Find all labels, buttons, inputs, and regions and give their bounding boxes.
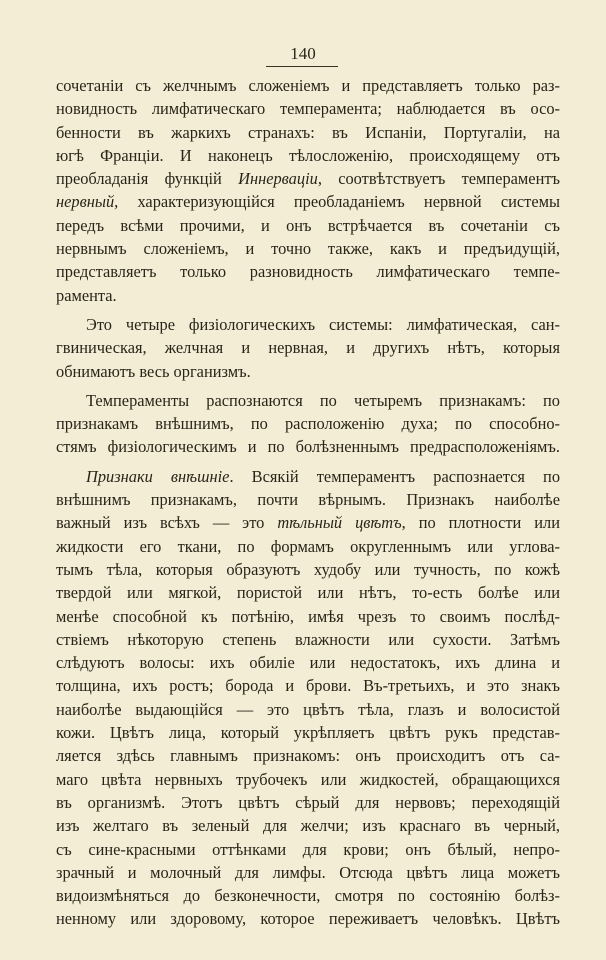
text-line: въ организмѣ. Этотъ цвѣтъ сѣрый для нервовъ; переходящій [56, 792, 560, 812]
paragraph [56, 389, 560, 459]
text-line: нервнымъ сложеніемъ, и точно также, какъ и предъидущій, [56, 239, 560, 259]
text-line: жидкости его ткани, по формамъ округленнымъ или углова- [56, 536, 560, 556]
text-run: . Всякій темпераментъ распознается по [229, 466, 560, 486]
text-line: ствіемъ нѣкоторую степень влажности или сухости. Затѣмъ [56, 629, 560, 649]
text-line: бенности въ жаркихъ странахъ: въ Испаніи, Португаліи, на [56, 122, 560, 142]
text-line [56, 511, 560, 534]
page-number: 140 [290, 44, 316, 63]
text-line: рамента. [56, 285, 117, 305]
body-text [56, 74, 560, 931]
page-number-rule [266, 66, 338, 67]
text-line: толщина, ихъ ростъ; борода и брови. Въ-третьихъ, и это знакъ [56, 676, 560, 696]
text-line: твердой или мягкой, пористой или нѣтъ, то-есть болѣе или [56, 583, 560, 603]
paragraph [56, 74, 560, 307]
text-run: , по плотности или [401, 513, 560, 533]
text-line: Темпераменты распознаются по четыремъ признакамъ: по [86, 390, 560, 410]
text-line: стямъ физіологическимъ и по болѣзненнымъ предрасположеніямъ. [56, 437, 560, 457]
italic-heading: Признаки внѣшніе [86, 466, 230, 486]
text-line: ненному или здоровому, которое переживаетъ человѣкъ. Цвѣтъ [56, 909, 560, 929]
text-run: преобладанія функцій [56, 169, 239, 189]
text-line: съ сине-красными оттѣнками для крови; онъ бѣлый, непро- [56, 839, 560, 859]
italic-term: нервный [56, 192, 115, 212]
text-line: тымъ тѣла, которыя образуютъ худобу или тучность, по кожѣ [56, 559, 560, 579]
text-line [56, 465, 560, 488]
text-line: менѣе способной къ потѣнію, имѣя чрезъ то своимъ послѣд- [56, 606, 560, 626]
text-line: кожи. Цвѣтъ лица, который укрѣпляетъ цвѣтъ рукъ представ- [56, 723, 560, 743]
text-line: наиболѣе выдающійся — это цвѣтъ тѣла, глазъ и волосистой [56, 699, 560, 719]
text-run: , характеризующійся преобладаніемъ нервной системы [114, 192, 560, 212]
paragraph [56, 465, 560, 931]
text-line: ляется здѣсь главнымъ признакомъ: онъ происходитъ отъ са- [56, 746, 560, 766]
text-line: гвиническая, желчная и нервная, и другихъ нѣтъ, которыя [56, 338, 560, 358]
text-line: Это четыре физіологическихъ системы: лимфатическая, сан- [86, 314, 560, 334]
text-run: важный изъ всѣхъ — это [56, 513, 278, 533]
text-line [56, 167, 560, 190]
paragraph [56, 313, 560, 383]
text-line: видоизмѣняться до безконечности, смотря по состоянію болѣз- [56, 886, 560, 906]
text-line: маго цвѣта нервныхъ трубочекъ или жидкостей, обращающихся [56, 769, 560, 789]
text-run: , соотвѣтствуетъ темпераментъ [317, 169, 560, 189]
text-line: зрачный и молочный для лимфы. Отсюда цвѣтъ лица можетъ [56, 862, 560, 882]
text-line: обнимаютъ весь организмъ. [56, 361, 251, 381]
text-line: представляетъ только разновидность лимфатическаго темпе- [56, 262, 560, 282]
italic-term: Иннерваціи [238, 169, 318, 189]
text-line: признакамъ внѣшнимъ, по расположенію духа; по способно- [56, 414, 560, 434]
text-line: новидность лимфатическаго темперамента; наблюдается въ осо- [56, 99, 560, 119]
text-line: изъ желтаго въ зеленый для желчи; изъ краснаго въ черный, [56, 816, 560, 836]
text-line: югѣ Франціи. И наконецъ тѣлосложенію, происходящему отъ [56, 145, 560, 165]
text-line: сочетаніи съ желчнымъ сложеніемъ и представляетъ только раз- [56, 76, 560, 95]
text-line: передъ всѣми прочими, и онъ встрѣчается въ сочетаніи съ [56, 215, 560, 235]
text-line: слѣдуютъ волосы: ихъ обиліе или недостатокъ, ихъ длина и [56, 653, 560, 673]
text-line: внѣшнимъ признакамъ, почти вѣрнымъ. Признакъ наиболѣе [56, 490, 560, 510]
text-line [56, 190, 560, 213]
italic-term: тѣльный цвѣтъ [277, 513, 402, 533]
